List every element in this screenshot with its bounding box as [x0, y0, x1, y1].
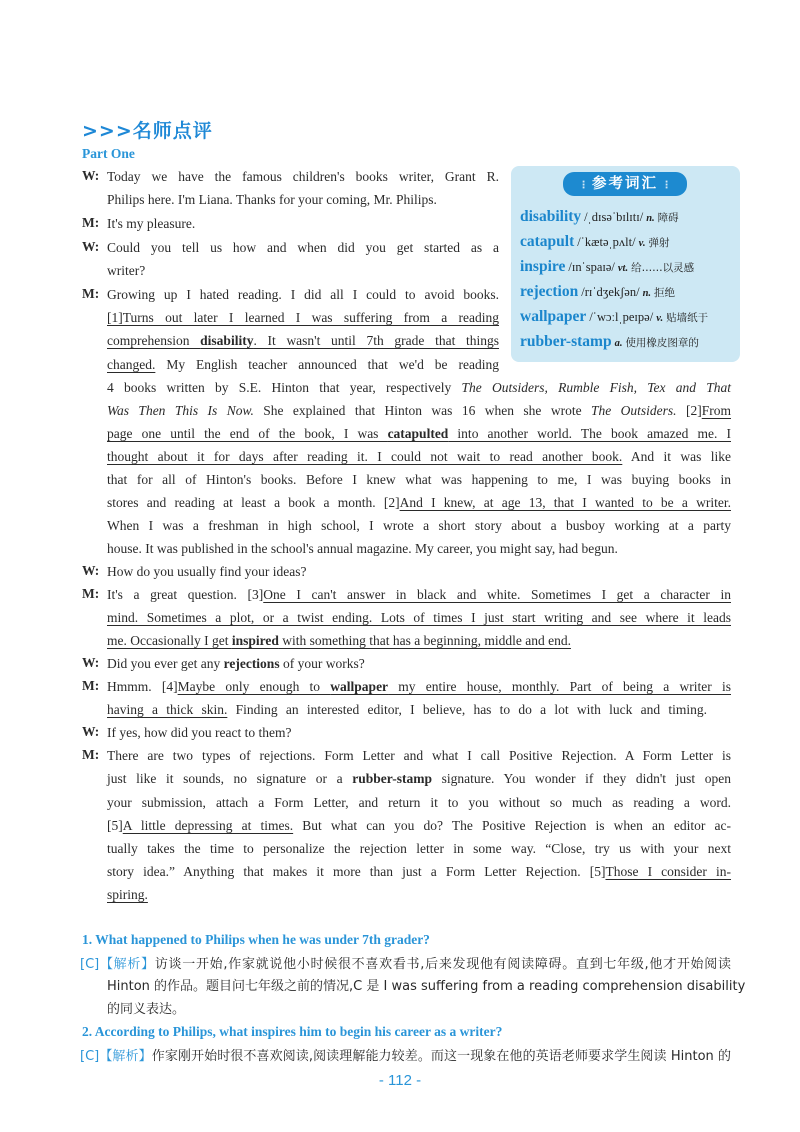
- key-sentence: [178, 679, 731, 694]
- analysis-tag: 【解析】: [99, 1049, 152, 1064]
- text-run: Finding an interested editor, I believe, has to do a lot with luck and timing.: [227, 702, 707, 717]
- dialogue-line: [107, 609, 731, 627]
- key-sentence: thought about it for days after reading it. I could not wait to read another book.: [107, 449, 623, 464]
- vocab-item: [520, 308, 708, 326]
- dialogue-line: [107, 425, 731, 443]
- text-run: comprehension: [107, 333, 201, 348]
- vocab-meaning: 使用橡皮图章的: [625, 337, 699, 349]
- vocab-word: rubber-stamp: [520, 333, 612, 350]
- text-run: 4 books written by S.E. Hinton that year, respectively: [107, 380, 462, 395]
- text-run: Maybe only enough to: [177, 679, 331, 694]
- dialogue-line: There are two types of rejections. Form Letter and what I call Positive Rejection. A Form Letter is: [107, 748, 731, 763]
- vocab-phonetic: /ɪnˈspaɪə/: [568, 260, 615, 274]
- vocab-highlight: wallpaper: [330, 679, 389, 694]
- text-run: story idea.” Anything that makes it more than just a Form Letter Rejection. [5]: [107, 864, 606, 879]
- text-run: . It wasn't until 7th grade that things: [253, 333, 500, 348]
- book-titles: Was Then This Is Now.: [107, 403, 254, 418]
- vocabulary-heading: ⋮ 参考词汇 ⋮: [563, 172, 687, 196]
- speaker-label: M:: [82, 286, 100, 301]
- analysis-text: 作家刚开始时很不喜欢阅读,阅读理解能力较差。而这一现象在他的英语老师要求学生阅读 Hinton 的: [151, 1049, 731, 1064]
- answer-choice: [C]: [80, 1049, 100, 1064]
- dialogue-line: [107, 448, 731, 466]
- vocab-highlight: inspired: [231, 633, 279, 648]
- key-sentence: having a thick skin.: [107, 702, 228, 717]
- key-sentence: [107, 426, 731, 441]
- text-run: [2]: [676, 403, 702, 418]
- key-sentence: One I can't answer in black and white. Sometimes I get a character in: [263, 587, 731, 602]
- dialogue-line: [107, 701, 707, 719]
- text-run: Hmmm. [4]: [107, 679, 178, 694]
- vocab-item: [520, 208, 679, 226]
- key-sentence: [107, 633, 571, 648]
- vocab-item: [520, 233, 669, 251]
- dialogue-line: [107, 770, 731, 788]
- answer-choice: [C]: [80, 957, 100, 972]
- vocab-meaning: 障碍: [657, 212, 679, 224]
- vocab-item: [520, 258, 694, 276]
- dialogue-line: [107, 586, 731, 604]
- vocab-pos: n.: [646, 213, 655, 224]
- section-title: >>>名师点评: [82, 120, 213, 142]
- text-run: It's a great question. [3]: [107, 587, 264, 602]
- key-sentence: From: [701, 403, 731, 418]
- speaker-label: W:: [82, 724, 100, 739]
- speaker-label: M:: [82, 747, 100, 762]
- vocab-pos: vt.: [617, 263, 629, 274]
- dialogue-line: If yes, how did you react to them?: [107, 725, 292, 740]
- dialogue-line: Philips here. I'm Liana. Thanks for your coming, Mr. Philips.: [107, 192, 437, 207]
- vocab-meaning: 拒绝: [654, 287, 676, 299]
- analysis-line: [80, 1047, 731, 1066]
- analysis-line: [80, 955, 731, 974]
- question-title: 1. What happened to Philips when he was under 7th grader?: [82, 932, 430, 947]
- text-run: my entire house, monthly. Part of being a writer is: [388, 679, 731, 694]
- vocab-phonetic: /ˌdɪsəˈbɪlɪtɪ/: [584, 210, 644, 224]
- dialogue-line: [107, 356, 499, 374]
- dialogue-line: writer?: [107, 263, 146, 278]
- text-run: And it was like: [622, 449, 732, 464]
- speaker-label: W:: [82, 168, 100, 183]
- dialogue-line: your submission, attach a Form Letter, and return it to you without so much as reading a word.: [107, 795, 731, 810]
- vocab-word: rejection: [520, 283, 579, 300]
- text-run: page one until the end of the book, I was: [107, 426, 388, 441]
- key-sentence: And I knew, at age 13, that I wanted to be a writer.: [399, 495, 731, 510]
- text-run: into another world. The book amazed me. I: [448, 426, 731, 441]
- speaker-label: W:: [82, 655, 100, 670]
- dialogue-line: [107, 309, 499, 327]
- dialogue-line: Could you tell us how and when did you get started as a: [107, 240, 499, 255]
- analysis-tag: 【解析】: [99, 957, 155, 972]
- dialogue-line: [107, 678, 731, 696]
- vocab-item: [520, 333, 699, 351]
- speaker-label: M:: [82, 586, 100, 601]
- analysis-line: 的同义表达。: [107, 1002, 186, 1017]
- text-run: But what can you do? The Positive Rejection is when an editor ac-: [293, 818, 731, 833]
- speaker-label: W:: [82, 239, 100, 254]
- text-run: [5]: [107, 818, 123, 833]
- dialogue-line: Today we have the famous children's books writer, Grant R.: [107, 169, 499, 184]
- vocab-meaning: 弹射: [648, 237, 670, 249]
- text-run: just like it sounds, no signature or a: [107, 771, 353, 786]
- vocab-highlight: catapulted: [387, 426, 449, 441]
- vocab-pos: a.: [614, 338, 623, 349]
- speaker-label: M:: [82, 215, 100, 230]
- vocab-pos: v.: [638, 238, 646, 249]
- dialogue-line: [107, 632, 731, 650]
- vocabulary-heading-text: 参考词汇: [592, 176, 658, 192]
- speaker-label: W:: [82, 563, 100, 578]
- vocab-highlight: disability: [200, 333, 254, 348]
- text-run: My English teacher announced that we'd be reading: [155, 357, 499, 372]
- text-run: Did you ever get any: [107, 656, 224, 671]
- dialogue-line: How do you usually find your ideas?: [107, 564, 307, 579]
- text-run: me. Occasionally I get: [107, 633, 232, 648]
- part-title: Part One: [82, 146, 135, 161]
- dialogue-line: [107, 655, 731, 673]
- book-titles: The Outsiders.: [591, 403, 677, 418]
- vocab-highlight: rubber-stamp: [352, 771, 432, 786]
- dialogue-line: house. It was published in the school's annual magazine. My career, you might say, had begun.: [107, 541, 618, 556]
- vocab-word: catapult: [520, 233, 575, 250]
- key-sentence: A little depressing at times.: [122, 818, 294, 833]
- dialogue-line: [107, 494, 731, 512]
- dialogue-line: [107, 817, 731, 835]
- key-sentence: spiring.: [107, 887, 148, 902]
- vocab-word: disability: [520, 208, 582, 225]
- vocab-pos: v.: [656, 313, 664, 324]
- analysis-text: 访谈一开始,作家就说他小时候很不喜欢看书,后来发现他有阅读障碍。直到七年级,他才开始阅读: [154, 957, 731, 972]
- vocab-word: inspire: [520, 258, 566, 275]
- dialogue-line: When I was a freshman in high school, I wrote a short story about a busboy working at a party: [107, 518, 731, 533]
- dialogue-line: [107, 886, 731, 904]
- vocab-word: wallpaper: [520, 308, 587, 325]
- page-number: - 112 -: [378, 1072, 422, 1089]
- vocab-phonetic: /ˈkætəˌpʌlt/: [577, 235, 636, 249]
- key-sentence: [107, 333, 499, 348]
- question-title: 2. According to Philips, what inspires him to begin his career as a writer?: [82, 1024, 503, 1039]
- vocab-phonetic: /rɪˈdʒekʃən/: [581, 285, 640, 299]
- key-sentence: Those I consider in-: [605, 864, 732, 879]
- text-run: with something that has a beginning, middle and end.: [278, 633, 571, 648]
- vocab-meaning: 给……以灵感: [631, 262, 695, 274]
- book-titles: The Outsiders, Rumble Fish, Tex and That: [461, 380, 731, 395]
- text-run: signature. You wonder if they didn't just open: [431, 771, 731, 786]
- key-sentence: [1]Turns out later I learned I was suffering from a reading: [107, 310, 499, 325]
- dialogue-line: [107, 402, 731, 420]
- key-sentence: changed.: [107, 357, 156, 372]
- vocab-item: [520, 283, 675, 301]
- dialogue-line: that for all of Hinton's books. Before I knew what was happening to me, I was buying books in: [107, 472, 731, 487]
- speaker-label: M:: [82, 678, 100, 693]
- dialogue-line: [107, 332, 499, 350]
- dialogue-line: [107, 863, 731, 881]
- vocab-pos: n.: [642, 288, 652, 299]
- dialogue-line: tually takes the time to personalize the rejection letter in some way. “Close, try us with your next: [107, 841, 731, 856]
- dialogue-line: Growing up I hated reading. I did all I could to avoid books.: [107, 287, 499, 302]
- text-run: of your works?: [279, 656, 365, 671]
- dialogue-line: [107, 379, 731, 397]
- analysis-line: Hinton 的作品。题目问七年级之前的情况,C 是 I was suffering from a reading comprehension disability: [107, 979, 746, 994]
- vocab-highlight: rejections: [223, 656, 280, 671]
- key-sentence: mind. Sometimes a plot, or a twist ending. Lots of times I just start writing and see where it leads: [107, 610, 731, 625]
- dialogue-line: It's my pleasure.: [107, 216, 196, 231]
- vocab-phonetic: /ˈwɔːlˌpeɪpə/: [589, 310, 654, 324]
- text-run: She explained that Hinton was 16 when she wrote: [253, 403, 591, 418]
- text-run: stores and reading at least a book a month. [2]: [107, 495, 400, 510]
- vocab-meaning: 贴墙纸于: [666, 312, 709, 324]
